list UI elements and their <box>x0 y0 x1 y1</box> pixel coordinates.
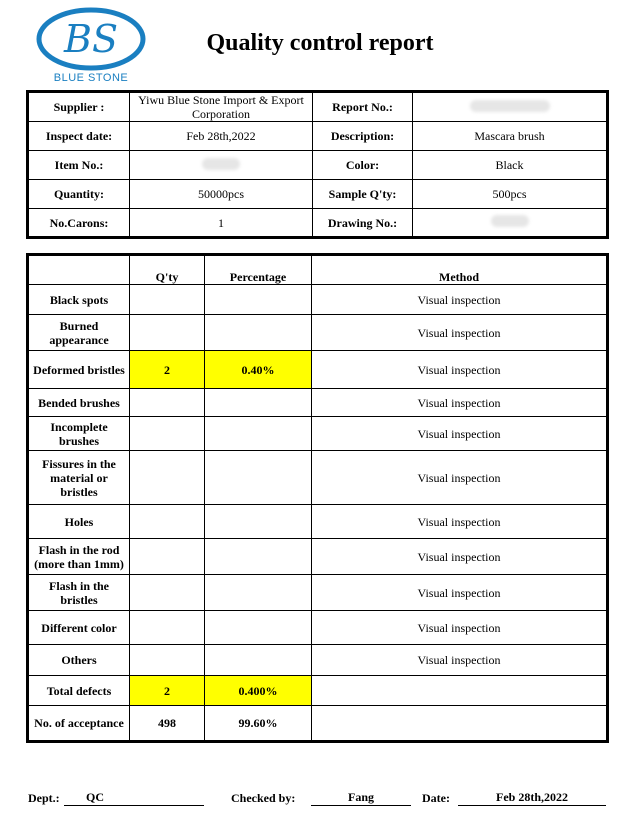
defect-percentage <box>205 315 312 351</box>
table-row <box>28 180 608 209</box>
table-row <box>28 285 608 315</box>
color-value: Black <box>413 151 608 180</box>
redacted-value <box>470 100 550 112</box>
defect-qty <box>130 389 205 417</box>
defect-qty <box>130 611 205 645</box>
quantity-value: 50000pcs <box>130 180 313 209</box>
drawing-no-value <box>413 209 608 238</box>
report-no-value <box>413 92 608 122</box>
defect-qty <box>130 645 205 676</box>
description-label: Description: <box>313 122 413 151</box>
acceptance-qty: 498 <box>130 706 205 742</box>
defect-qty <box>130 285 205 315</box>
defect-percentage <box>205 285 312 315</box>
logo-ellipse-icon <box>36 6 146 72</box>
item-no-value <box>130 151 313 180</box>
defect-method: Visual inspection <box>312 417 608 451</box>
defect-name: Different color <box>28 611 130 645</box>
supplier-value: Yiwu Blue Stone Import & Export Corporation <box>130 92 313 122</box>
defect-method: Visual inspection <box>312 539 608 575</box>
defect-percentage <box>205 611 312 645</box>
total-defects-row <box>28 676 608 706</box>
defect-qty: 2 <box>130 351 205 389</box>
checked-by-label: Checked by: <box>231 791 296 805</box>
table-row <box>28 351 608 389</box>
table-row <box>28 539 608 575</box>
header-percentage: Percentage <box>205 255 312 285</box>
defect-qty <box>130 575 205 611</box>
defect-method: Visual inspection <box>312 451 608 505</box>
header-method: Method <box>312 255 608 285</box>
table-row <box>28 389 608 417</box>
table-row <box>28 151 608 180</box>
table-row <box>28 209 608 238</box>
report-info-table <box>26 90 609 239</box>
drawing-no-label: Drawing No.: <box>313 209 413 238</box>
inspect-date-label: Inspect date: <box>28 122 130 151</box>
item-no-label: Item No.: <box>28 151 130 180</box>
defect-method: Visual inspection <box>312 505 608 539</box>
defect-percentage <box>205 389 312 417</box>
defect-name: Flash in the bristles <box>28 575 130 611</box>
defect-name: Fissures in the material or bristles <box>28 451 130 505</box>
defect-name: Bended brushes <box>28 389 130 417</box>
blue-stone-logo <box>36 6 146 82</box>
defect-qty <box>130 539 205 575</box>
acceptance-percentage: 99.60% <box>205 706 312 742</box>
total-defects-qty: 2 <box>130 676 205 706</box>
inspection-table <box>26 253 609 743</box>
description-value: Mascara brush <box>413 122 608 151</box>
report-no-label: Report No.: <box>313 92 413 122</box>
table-row <box>28 645 608 676</box>
date-value: Feb 28th,2022 <box>458 788 606 806</box>
defect-name: Deformed bristles <box>28 351 130 389</box>
total-defects-percentage: 0.400% <box>205 676 312 706</box>
logo-monogram: BS <box>64 17 118 61</box>
defect-percentage <box>205 575 312 611</box>
defect-method: Visual inspection <box>312 575 608 611</box>
table-row <box>28 451 608 505</box>
defect-name: Burned appearance <box>28 315 130 351</box>
defect-percentage <box>205 451 312 505</box>
cartons-label: No.Carons: <box>28 209 130 238</box>
signature-footer <box>0 788 631 810</box>
defect-percentage: 0.40% <box>205 351 312 389</box>
acceptance-method <box>312 706 608 742</box>
defect-method: Visual inspection <box>312 315 608 351</box>
dept-value: QC <box>64 788 204 806</box>
table-row <box>28 575 608 611</box>
date-label: Date: <box>422 791 450 805</box>
defect-method: Visual inspection <box>312 611 608 645</box>
redacted-value <box>202 158 240 170</box>
defect-qty <box>130 505 205 539</box>
logo-text: BLUE STONE <box>53 72 129 84</box>
defect-method: Visual inspection <box>312 285 608 315</box>
header-qty: Q'ty <box>130 255 205 285</box>
defect-qty <box>130 451 205 505</box>
defect-percentage <box>205 645 312 676</box>
defect-method: Visual inspection <box>312 645 608 676</box>
defect-name: Others <box>28 645 130 676</box>
cartons-value: 1 <box>130 209 313 238</box>
table-row <box>28 417 608 451</box>
table-row <box>28 92 608 122</box>
defect-percentage <box>205 505 312 539</box>
defect-method: Visual inspection <box>312 389 608 417</box>
dept-label: Dept.: <box>28 791 60 805</box>
table-row <box>28 122 608 151</box>
acceptance-row <box>28 706 608 742</box>
defect-percentage <box>205 539 312 575</box>
table-row <box>28 315 608 351</box>
acceptance-label: No. of acceptance <box>28 706 130 742</box>
redacted-value <box>491 215 529 227</box>
page-title: Quality control report <box>206 30 434 56</box>
defect-method: Visual inspection <box>312 351 608 389</box>
defect-name: Incomplete brushes <box>28 417 130 451</box>
table-row <box>28 611 608 645</box>
defect-qty <box>130 417 205 451</box>
header-defect <box>28 255 130 285</box>
supplier-label: Supplier : <box>28 92 130 122</box>
defect-name: Flash in the rod (more than 1mm) <box>28 539 130 575</box>
defect-name: Black spots <box>28 285 130 315</box>
defect-name: Holes <box>28 505 130 539</box>
total-defects-label: Total defects <box>28 676 130 706</box>
defect-percentage <box>205 417 312 451</box>
quantity-label: Quantity: <box>28 180 130 209</box>
table-row <box>28 505 608 539</box>
color-label: Color: <box>313 151 413 180</box>
sample-qty-label: Sample Q'ty: <box>313 180 413 209</box>
defect-qty <box>130 315 205 351</box>
total-defects-method <box>312 676 608 706</box>
table-header-row <box>28 255 608 285</box>
sample-qty-value: 500pcs <box>413 180 608 209</box>
checked-by-value: Fang <box>311 788 411 806</box>
inspect-date-value: Feb 28th,2022 <box>130 122 313 151</box>
